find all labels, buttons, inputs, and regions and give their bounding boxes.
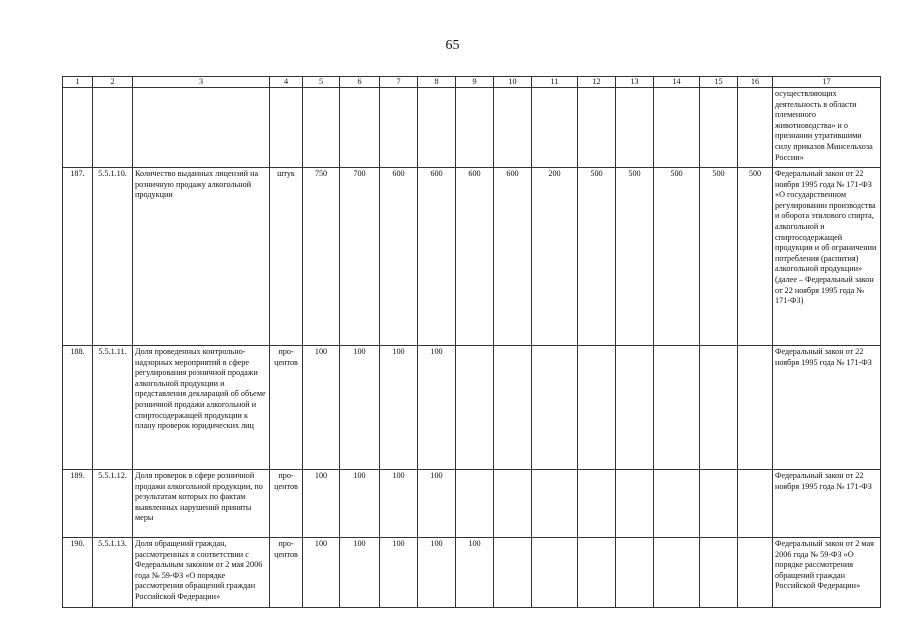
- value-cell: [380, 88, 418, 168]
- value-cell: [700, 346, 738, 470]
- column-header-4: 4: [270, 77, 303, 88]
- column-header-14: 14: [654, 77, 700, 88]
- column-header-10: 10: [494, 77, 532, 88]
- indicator-code-cell: 5.5.1.12.: [93, 470, 133, 538]
- unit-cell: [270, 88, 303, 168]
- value-cell: [494, 346, 532, 470]
- value-cell: 100: [380, 470, 418, 538]
- value-cell: [494, 538, 532, 608]
- table-row: [63, 346, 881, 470]
- legal-basis-cell: Федеральный закон от 2 мая 2006 года № 59-ФЗ «О порядке рассмотрения обращений граждан Российской Федерации»: [773, 538, 881, 608]
- value-cell: 700: [340, 168, 380, 346]
- value-cell: 600: [494, 168, 532, 346]
- value-cell: [578, 346, 616, 470]
- value-cell: 600: [418, 168, 456, 346]
- value-cell: [616, 470, 654, 538]
- value-cell: 100: [303, 470, 340, 538]
- unit-cell: про-центов: [270, 346, 303, 470]
- value-cell: [303, 88, 340, 168]
- value-cell: [700, 470, 738, 538]
- value-cell: [616, 88, 654, 168]
- value-cell: 500: [654, 168, 700, 346]
- value-cell: [494, 88, 532, 168]
- indicator-name-cell: Доля обращений граждан, рассмотренных в соответствии с Федеральным законом от 2 мая 2006 года № 59-ФЗ «О порядке рассмотрения обращений граждан Российской Федерации»: [133, 538, 270, 608]
- table-row: [63, 88, 881, 168]
- value-cell: [654, 88, 700, 168]
- column-header-15: 15: [700, 77, 738, 88]
- value-cell: [616, 346, 654, 470]
- column-header-6: 6: [340, 77, 380, 88]
- column-header-2: 2: [93, 77, 133, 88]
- row-number-cell: 187.: [63, 168, 93, 346]
- value-cell: [738, 346, 773, 470]
- value-cell: [578, 88, 616, 168]
- value-cell: [456, 470, 494, 538]
- value-cell: [532, 538, 578, 608]
- value-cell: [700, 538, 738, 608]
- value-cell: 200: [532, 168, 578, 346]
- table-row: [63, 168, 881, 346]
- value-cell: 600: [380, 168, 418, 346]
- value-cell: 500: [578, 168, 616, 346]
- row-number-cell: 190.: [63, 538, 93, 608]
- value-cell: [738, 470, 773, 538]
- value-cell: 100: [456, 538, 494, 608]
- value-cell: 100: [340, 470, 380, 538]
- value-cell: 100: [303, 538, 340, 608]
- column-header-12: 12: [578, 77, 616, 88]
- value-cell: 100: [340, 538, 380, 608]
- table-row: [63, 538, 881, 608]
- legal-basis-cell: Федеральный закон от 22 ноября 1995 года № 171-ФЗ «О государственном регулировании производства и оборота этилового спирта, алкогольной и спиртосодержащей продукции и об ограничении потребления (распития) алкогольной продукции» (далее – Федеральный закон от 22 ноября 1995 года № 171-ФЗ): [773, 168, 881, 346]
- row-number-cell: [63, 88, 93, 168]
- column-header-13: 13: [616, 77, 654, 88]
- value-cell: [578, 470, 616, 538]
- value-cell: [532, 88, 578, 168]
- value-cell: [456, 346, 494, 470]
- indicator-code-cell: 5.5.1.13.: [93, 538, 133, 608]
- value-cell: 100: [418, 538, 456, 608]
- value-cell: [654, 538, 700, 608]
- column-header-8: 8: [418, 77, 456, 88]
- row-number-cell: 189.: [63, 470, 93, 538]
- value-cell: [616, 538, 654, 608]
- value-cell: [578, 538, 616, 608]
- column-header-17: 17: [773, 77, 881, 88]
- value-cell: [654, 470, 700, 538]
- page-number: 65: [445, 38, 460, 53]
- indicator-code-cell: 5.5.1.10.: [93, 168, 133, 346]
- value-cell: [418, 88, 456, 168]
- value-cell: 100: [303, 346, 340, 470]
- unit-cell: про-центов: [270, 538, 303, 608]
- indicator-name-cell: [133, 88, 270, 168]
- value-cell: 750: [303, 168, 340, 346]
- value-cell: 500: [700, 168, 738, 346]
- unit-cell: штук: [270, 168, 303, 346]
- header-row: [63, 77, 881, 88]
- value-cell: [532, 346, 578, 470]
- legal-basis-cell: Федеральный закон от 22 ноября 1995 года № 171-ФЗ: [773, 470, 881, 538]
- indicator-name-cell: Количество выданных лицензий на розничную продажу алкогольной продукции: [133, 168, 270, 346]
- value-cell: [738, 538, 773, 608]
- unit-cell: про-центов: [270, 470, 303, 538]
- value-cell: [654, 346, 700, 470]
- legal-basis-cell: осуществляющих деятельность в области племенного животноводства» и о признании утратившими силу приказов Минсельхоза России»: [773, 88, 881, 168]
- value-cell: 100: [380, 538, 418, 608]
- value-cell: 100: [418, 346, 456, 470]
- column-header-16: 16: [738, 77, 773, 88]
- value-cell: 500: [738, 168, 773, 346]
- value-cell: 500: [616, 168, 654, 346]
- indicator-code-cell: 5.5.1.11.: [93, 346, 133, 470]
- value-cell: 100: [340, 346, 380, 470]
- row-number-cell: 188.: [63, 346, 93, 470]
- indicator-code-cell: [93, 88, 133, 168]
- value-cell: [340, 88, 380, 168]
- value-cell: [532, 470, 578, 538]
- column-header-5: 5: [303, 77, 340, 88]
- value-cell: 100: [418, 470, 456, 538]
- column-header-1: 1: [63, 77, 93, 88]
- table-row: [63, 470, 881, 538]
- column-header-9: 9: [456, 77, 494, 88]
- column-header-3: 3: [133, 77, 270, 88]
- indicator-name-cell: Доля проведенных контрольно-надзорных мероприятий в сфере регулирования розничной продажи алкогольной продукции и представления деклараций об объеме розничной продажи алкогольной и спиртосодержащей продукции к плану проверок юридических лиц: [133, 346, 270, 470]
- value-cell: [494, 470, 532, 538]
- column-header-11: 11: [532, 77, 578, 88]
- value-cell: 100: [380, 346, 418, 470]
- indicator-name-cell: Доля проверок в сфере розничной продажи алкогольной продукции, по результатам которых по фактам выявленных нарушений приняты меры: [133, 470, 270, 538]
- column-header-7: 7: [380, 77, 418, 88]
- value-cell: [738, 88, 773, 168]
- value-cell: [456, 88, 494, 168]
- value-cell: 600: [456, 168, 494, 346]
- value-cell: [700, 88, 738, 168]
- legal-basis-cell: Федеральный закон от 22 ноября 1995 года № 171-ФЗ: [773, 346, 881, 470]
- indicators-table: [62, 76, 881, 608]
